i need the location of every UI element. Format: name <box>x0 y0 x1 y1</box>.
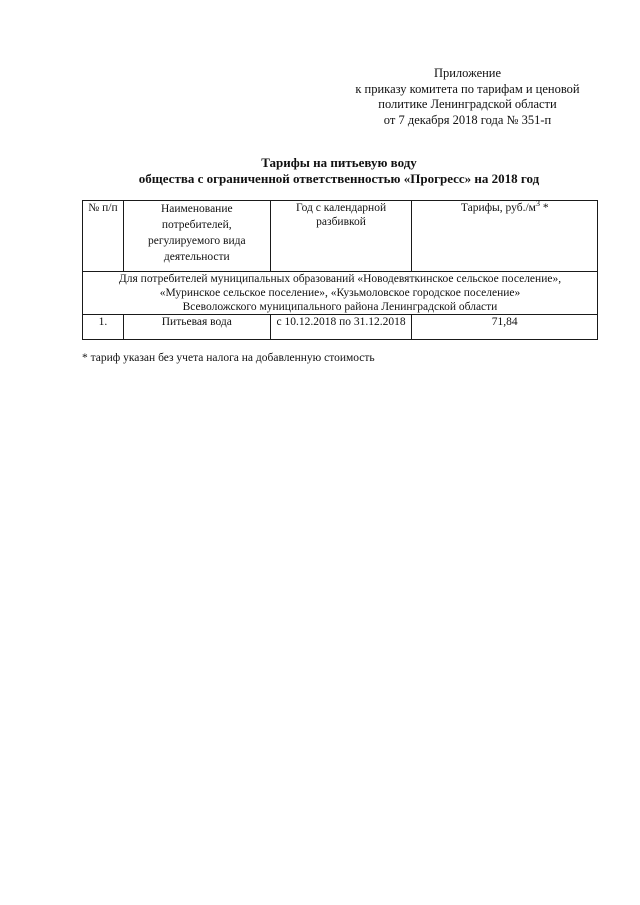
document-title <box>80 155 598 187</box>
header-tariff-prefix: Тарифы, руб./м <box>460 202 536 214</box>
row-tariff-value: 71,84 <box>412 315 598 340</box>
header-year <box>270 201 412 272</box>
header-consumer-name-line2: потребителей, <box>161 219 232 231</box>
consumer-group-line1: Для потребителей муниципальных образований «Новодевяткинское сельское поселение», <box>118 273 562 285</box>
header-consumer-name-line3: регулируемого вида <box>147 235 246 247</box>
header-tariff-sup: 3 <box>535 199 540 209</box>
consumer-group-line3: Всеволожского муниципального района Ленинградской области <box>182 301 498 313</box>
row-number: 1. <box>83 315 124 340</box>
table-row <box>83 315 598 340</box>
appendix-date-line: от 7 декабря 2018 года № 351-п <box>383 112 552 127</box>
header-tariff-suffix: * <box>539 202 549 214</box>
document-title-line2: общества с ограниченной ответственностью «Прогресс» на 2018 год <box>138 171 540 186</box>
footnote: * тариф указан без учета налога на добавленную стоимость <box>82 352 375 364</box>
header-consumer-name-line4: деятельности <box>163 251 230 263</box>
appendix-order-line: к приказу комитета по тарифам и ценовой <box>355 81 580 96</box>
appendix-committee-line: политике Ленинградской области <box>378 97 557 111</box>
tariffs-table <box>82 200 598 340</box>
consumer-group-cell <box>83 272 598 315</box>
table-group-row <box>83 272 598 315</box>
consumer-group-line2: «Муринское сельское поселение», «Кузьмоловское городское поселение» <box>159 287 521 299</box>
header-year-line2: разбивкой <box>316 216 366 228</box>
document-title-line1: Тарифы на питьевую воду <box>261 155 417 170</box>
row-period: с 10.12.2018 по 31.12.2018 <box>270 315 412 340</box>
header-year-line1: Год с календарной <box>295 202 387 214</box>
header-number: № п/п <box>83 201 124 272</box>
appendix-title: Приложение <box>433 66 502 80</box>
header-consumer-name-line1: Наименование <box>160 203 233 215</box>
header-consumer-name <box>123 201 270 272</box>
table-header-row <box>83 201 598 272</box>
header-tariff <box>412 201 598 272</box>
appendix-header <box>340 66 595 128</box>
row-service-name: Питьевая вода <box>123 315 270 340</box>
